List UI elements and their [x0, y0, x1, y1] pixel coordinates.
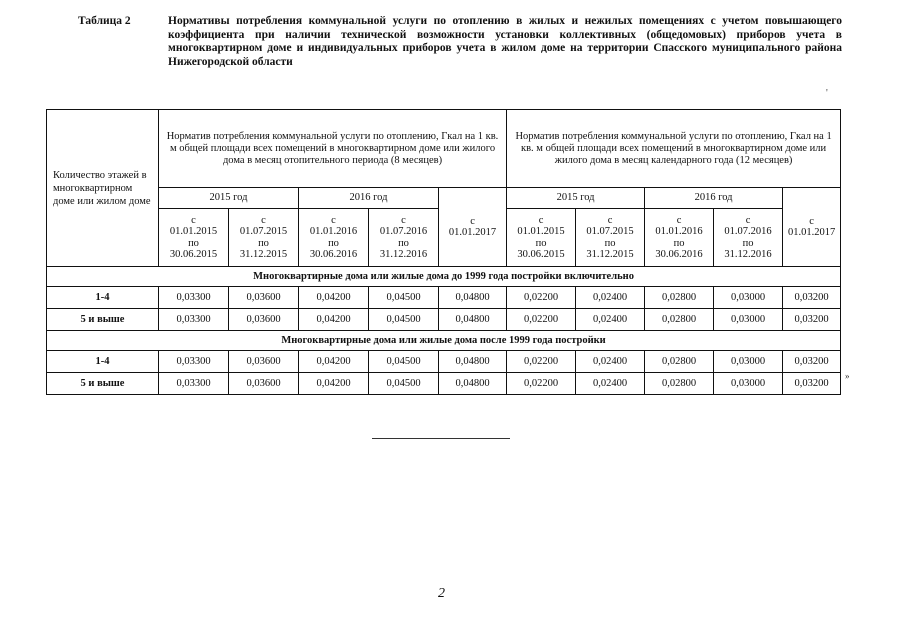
value-cell: 0,04800 — [439, 287, 507, 309]
period-date: 30.06.2016 — [655, 249, 703, 260]
period-date: 01.01.2015 — [169, 226, 218, 237]
page-number: 2 — [438, 586, 445, 601]
period-to-label: по — [258, 237, 269, 249]
period-date: 30.06.2016 — [309, 249, 358, 260]
period-from-label: с — [809, 215, 814, 227]
period-header — [714, 209, 783, 267]
period-date: 31.12.2015 — [586, 249, 634, 260]
period-to-label: по — [535, 237, 547, 249]
period-header — [369, 209, 439, 267]
value-cell: 0,04500 — [369, 287, 439, 309]
period-date: 30.06.2015 — [169, 249, 218, 260]
table-caption: Нормативы потребления коммунальной услуги по отоплению в жилых и нежилых помещениях с учетом повышающего коэффициента при наличии технической возможности установки коллективных (общедомовых) приборов учета в многоквартирном доме и индивидуальных приборов учета в жилом доме на территории Спасского муниципального района Нижегородской области — [168, 15, 842, 68]
period-from-label: с — [745, 214, 751, 226]
value-cell: 0,03000 — [714, 351, 783, 373]
value-cell: 0,03600 — [229, 309, 299, 331]
value-cell: 0,04200 — [299, 309, 369, 331]
value-cell: 0,03600 — [229, 287, 299, 309]
period-date: 31.12.2015 — [239, 249, 288, 260]
value-cell: 0,04500 — [369, 351, 439, 373]
calendar-year-group-header: Норматив потребления коммунальной услуги по отоплению, Гкал на 1 кв. м общей площади всех помещений в многоквартирном доме или жилого дома в месяц календарного года (12 месяцев) — [507, 110, 841, 188]
floors-label: 1-4 — [47, 351, 159, 373]
year-header: 2015 год — [507, 188, 645, 209]
value-cell: 0,02200 — [507, 287, 576, 309]
value-cell: 0,04500 — [369, 309, 439, 331]
floors-label: 1-4 — [47, 287, 159, 309]
year-header: 2015 год — [159, 188, 299, 209]
value-cell: 0,04800 — [439, 309, 507, 331]
value-cell: 0,02200 — [507, 309, 576, 331]
period-date: 31.12.2016 — [724, 249, 772, 260]
period-from-label: с — [470, 215, 475, 227]
period-header — [229, 209, 299, 267]
value-cell: 0,02800 — [645, 351, 714, 373]
period-date: 01.01.2015 — [517, 226, 565, 237]
value-cell: 0,04500 — [369, 373, 439, 395]
value-cell: 0,03200 — [783, 309, 841, 331]
period-header — [159, 209, 229, 267]
value-cell: 0,02800 — [645, 373, 714, 395]
value-cell: 0,04200 — [299, 373, 369, 395]
period-date: 30.06.2015 — [517, 249, 565, 260]
period-to-label: по — [188, 237, 199, 249]
value-cell: 0,02400 — [576, 287, 645, 309]
period-date: 01.07.2016 — [724, 226, 772, 237]
stray-mark: ' — [826, 88, 828, 99]
floors-column-header: Количество этажей в многоквартирном доме или жилом доме — [47, 110, 159, 267]
period-from-label: с — [261, 214, 266, 226]
period-date: 01.01.2017 — [448, 227, 497, 238]
year-header: 2016 год — [645, 188, 783, 209]
period-header — [576, 209, 645, 267]
value-cell: 0,03200 — [783, 287, 841, 309]
period-date: 01.07.2015 — [239, 226, 288, 237]
table-row — [47, 309, 841, 331]
heating-period-group-header: Норматив потребления коммунальной услуги по отоплению, Гкал на 1 кв. м общей площади всех помещений в многоквартирном доме или жилого дома в месяц отопительного периода (8 месяцев) — [159, 110, 507, 188]
value-cell: 0,02200 — [507, 351, 576, 373]
period-from-label: с — [607, 214, 613, 226]
trailing-mark: » — [845, 371, 850, 381]
section-header: Многоквартирные дома или жилые дома до 1999 года постройки включительно — [47, 267, 841, 287]
value-cell: 0,02800 — [645, 287, 714, 309]
value-cell: 0,02800 — [645, 309, 714, 331]
section-header: Многоквартирные дома или жилые дома после 1999 года постройки — [47, 331, 841, 351]
floors-label: 5 и выше — [47, 309, 159, 331]
value-cell: 0,02400 — [576, 351, 645, 373]
table-row — [47, 373, 841, 395]
period-to-label: по — [398, 237, 409, 249]
period-from-label: с — [191, 214, 196, 226]
period-from-label: с — [401, 214, 406, 226]
period-date: 01.01.2016 — [309, 226, 358, 237]
value-cell: 0,03300 — [159, 287, 229, 309]
period-from-label: с — [331, 214, 336, 226]
value-cell: 0,03200 — [783, 351, 841, 373]
period-to-label: по — [742, 237, 754, 249]
period-from-label: с — [538, 214, 544, 226]
value-cell: 0,03600 — [229, 351, 299, 373]
value-cell: 0,02400 — [576, 373, 645, 395]
period-header — [299, 209, 369, 267]
table-row — [47, 351, 841, 373]
period-date: 01.07.2015 — [586, 226, 634, 237]
value-cell: 0,04200 — [299, 287, 369, 309]
year-header: 2016 год — [299, 188, 439, 209]
value-cell: 0,03300 — [159, 373, 229, 395]
period-from-label: с — [676, 214, 682, 226]
period-to-label: по — [604, 237, 616, 249]
table-number-label: Таблица 2 — [78, 15, 131, 27]
period-to-label: по — [328, 237, 339, 249]
value-cell: 0,03000 — [714, 287, 783, 309]
period-date: 01.01.2017 — [787, 227, 836, 238]
period-date: 31.12.2016 — [379, 249, 428, 260]
norms-table — [46, 109, 841, 395]
floors-label: 5 и выше — [47, 373, 159, 395]
value-cell: 0,03200 — [783, 373, 841, 395]
period-to-label: по — [673, 237, 685, 249]
table-row — [47, 287, 841, 309]
value-cell: 0,02200 — [507, 373, 576, 395]
period-header — [507, 209, 576, 267]
value-cell: 0,04200 — [299, 351, 369, 373]
period-date: 01.07.2016 — [379, 226, 428, 237]
value-cell: 0,03000 — [714, 373, 783, 395]
value-cell: 0,03000 — [714, 309, 783, 331]
separator-line — [372, 438, 510, 439]
value-cell: 0,04800 — [439, 373, 507, 395]
value-cell: 0,02400 — [576, 309, 645, 331]
period-date: 01.01.2016 — [655, 226, 703, 237]
value-cell: 0,03600 — [229, 373, 299, 395]
value-cell: 0,03300 — [159, 351, 229, 373]
period-header — [439, 188, 507, 267]
value-cell: 0,04800 — [439, 351, 507, 373]
period-header — [783, 188, 841, 267]
value-cell: 0,03300 — [159, 309, 229, 331]
period-header — [645, 209, 714, 267]
